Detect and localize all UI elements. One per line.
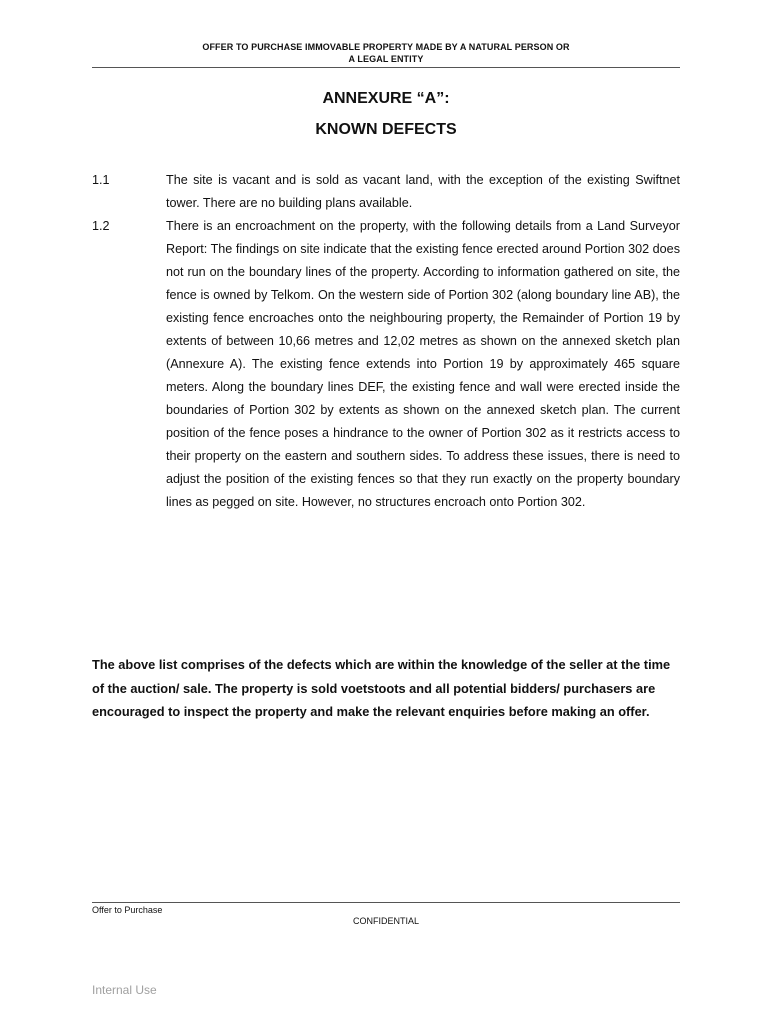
summary-paragraph: The above list comprises of the defects which are within the knowledge of the seller at the time of the auction/ sale. The property is sold voetstoots and all potential bidders/ purchasers are encouraged to inspect the property and make the relevant enquiries before making an offer. [92, 657, 671, 719]
annexure-title: ANNEXURE “A”: [322, 90, 450, 107]
item-number: 1.2 [92, 219, 110, 233]
header-line-2: A LEGAL ENTITY [348, 54, 424, 64]
defect-item-1-2 [92, 215, 680, 514]
footer-divider [92, 902, 680, 903]
item-text: The site is vacant and is sold as vacant land, with the exception of the existing Swiftnet tower. There are no building plans available. [166, 173, 680, 210]
item-text: There is an encroachment on the property, with the following details from a Land Surveyor Report: The findings on site indicate that the existing fence erected around Portion 302 does not run on the boundary lines of the property. According to information gathered on site, the fence is owned by Telkom. On the western side of Portion 302 (along boundary line AB), the existing fence encroaches onto the neighbouring property, the Remainder of Portion 19 by extents of between 10,66 metres and 12,02 metres as shown on the annexed sketch plan (Annexure A). The existing fence extends into Portion 19 by approximately 465 square meters. Along the boundary lines DEF, the existing fence and wall were erected inside the boundaries of Portion 302 by extents as shown on the annexed sketch plan. The current position of the fence poses a hindrance to the owner of Portion 302 as it restricts access to their property on the eastern and southern sides. To address these issues, there is need to adjust the position of the existing fences so that they run exactly on the property boundary lines as pegged on site. However, no structures encroach onto Portion 302. [166, 219, 680, 509]
page-header [92, 41, 680, 68]
item-number: 1.1 [92, 173, 110, 187]
footer-confidential: CONFIDENTIAL [352, 916, 419, 926]
defect-item-1-1 [92, 169, 680, 215]
internal-use-label: Internal Use [92, 983, 157, 997]
footer-document-name: Offer to Purchase [92, 905, 163, 915]
known-defects-title: KNOWN DEFECTS [315, 121, 457, 138]
header-line-1: OFFER TO PURCHASE IMMOVABLE PROPERTY MADE BY A NATURAL PERSON OR [202, 42, 570, 52]
